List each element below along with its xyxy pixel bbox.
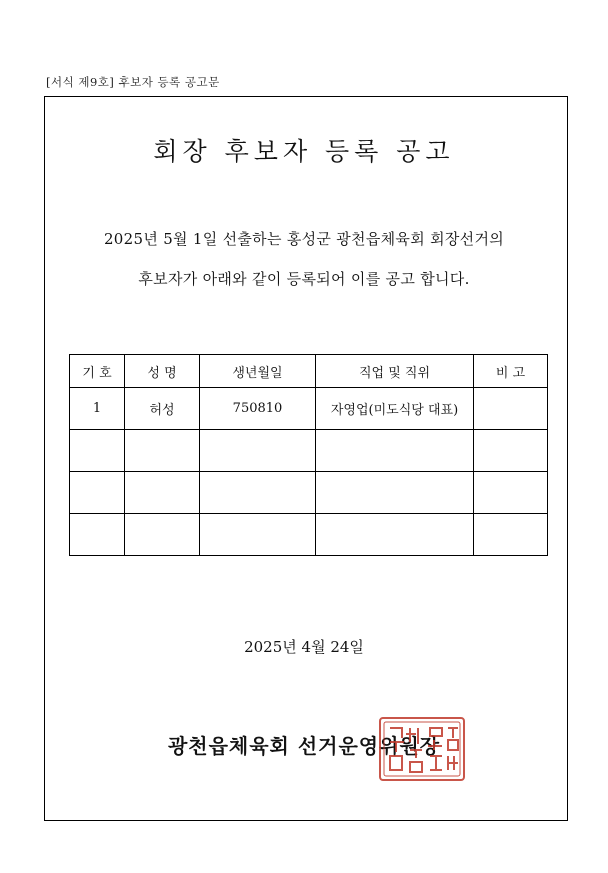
cell-occupation: 자영업(미도식당 대표)	[316, 388, 474, 430]
official-seal	[378, 716, 466, 782]
table-row	[70, 388, 548, 430]
notice-title: 회장 후보자 등록 공고	[153, 137, 455, 166]
cell-birthdate	[200, 472, 316, 514]
cell-number	[70, 514, 125, 556]
seal-strokes	[380, 718, 464, 780]
cell-remarks	[474, 388, 548, 430]
cell-name	[125, 430, 200, 472]
form-label: [서식 제9호] 후보자 등록 공고문	[46, 75, 220, 89]
header-remarks: 비 고	[474, 355, 548, 388]
cell-number: 1	[70, 388, 125, 430]
cell-name	[125, 472, 200, 514]
header-name: 성 명	[125, 355, 200, 388]
cell-birthdate: 750810	[200, 388, 316, 430]
cell-remarks	[474, 472, 548, 514]
cell-birthdate	[200, 430, 316, 472]
cell-occupation	[316, 430, 474, 472]
table-header-row	[70, 355, 548, 388]
header-occupation: 직업 및 직위	[316, 355, 474, 388]
notice-date: 2025년 4월 24일	[244, 638, 364, 656]
intro-line-1: 2025년 5월 1일 선출하는 홍성군 광천읍체육회 회장선거의	[103, 230, 505, 248]
cell-occupation	[316, 514, 474, 556]
table-row	[70, 430, 548, 472]
intro-line-2: 후보자가 아래와 같이 등록되어 이를 공고 합니다.	[138, 270, 470, 288]
cell-name: 허성	[125, 388, 200, 430]
header-number: 기 호	[70, 355, 125, 388]
cell-remarks	[474, 514, 548, 556]
cell-number	[70, 472, 125, 514]
cell-number	[70, 430, 125, 472]
table-row	[70, 472, 548, 514]
header-birthdate: 생년월일	[200, 355, 316, 388]
cell-birthdate	[200, 514, 316, 556]
candidate-table	[69, 354, 548, 556]
cell-name	[125, 514, 200, 556]
table-row	[70, 514, 548, 556]
cell-occupation	[316, 472, 474, 514]
issuer-name: 광천읍체육회 선거운영위원장	[167, 734, 441, 758]
cell-remarks	[474, 430, 548, 472]
